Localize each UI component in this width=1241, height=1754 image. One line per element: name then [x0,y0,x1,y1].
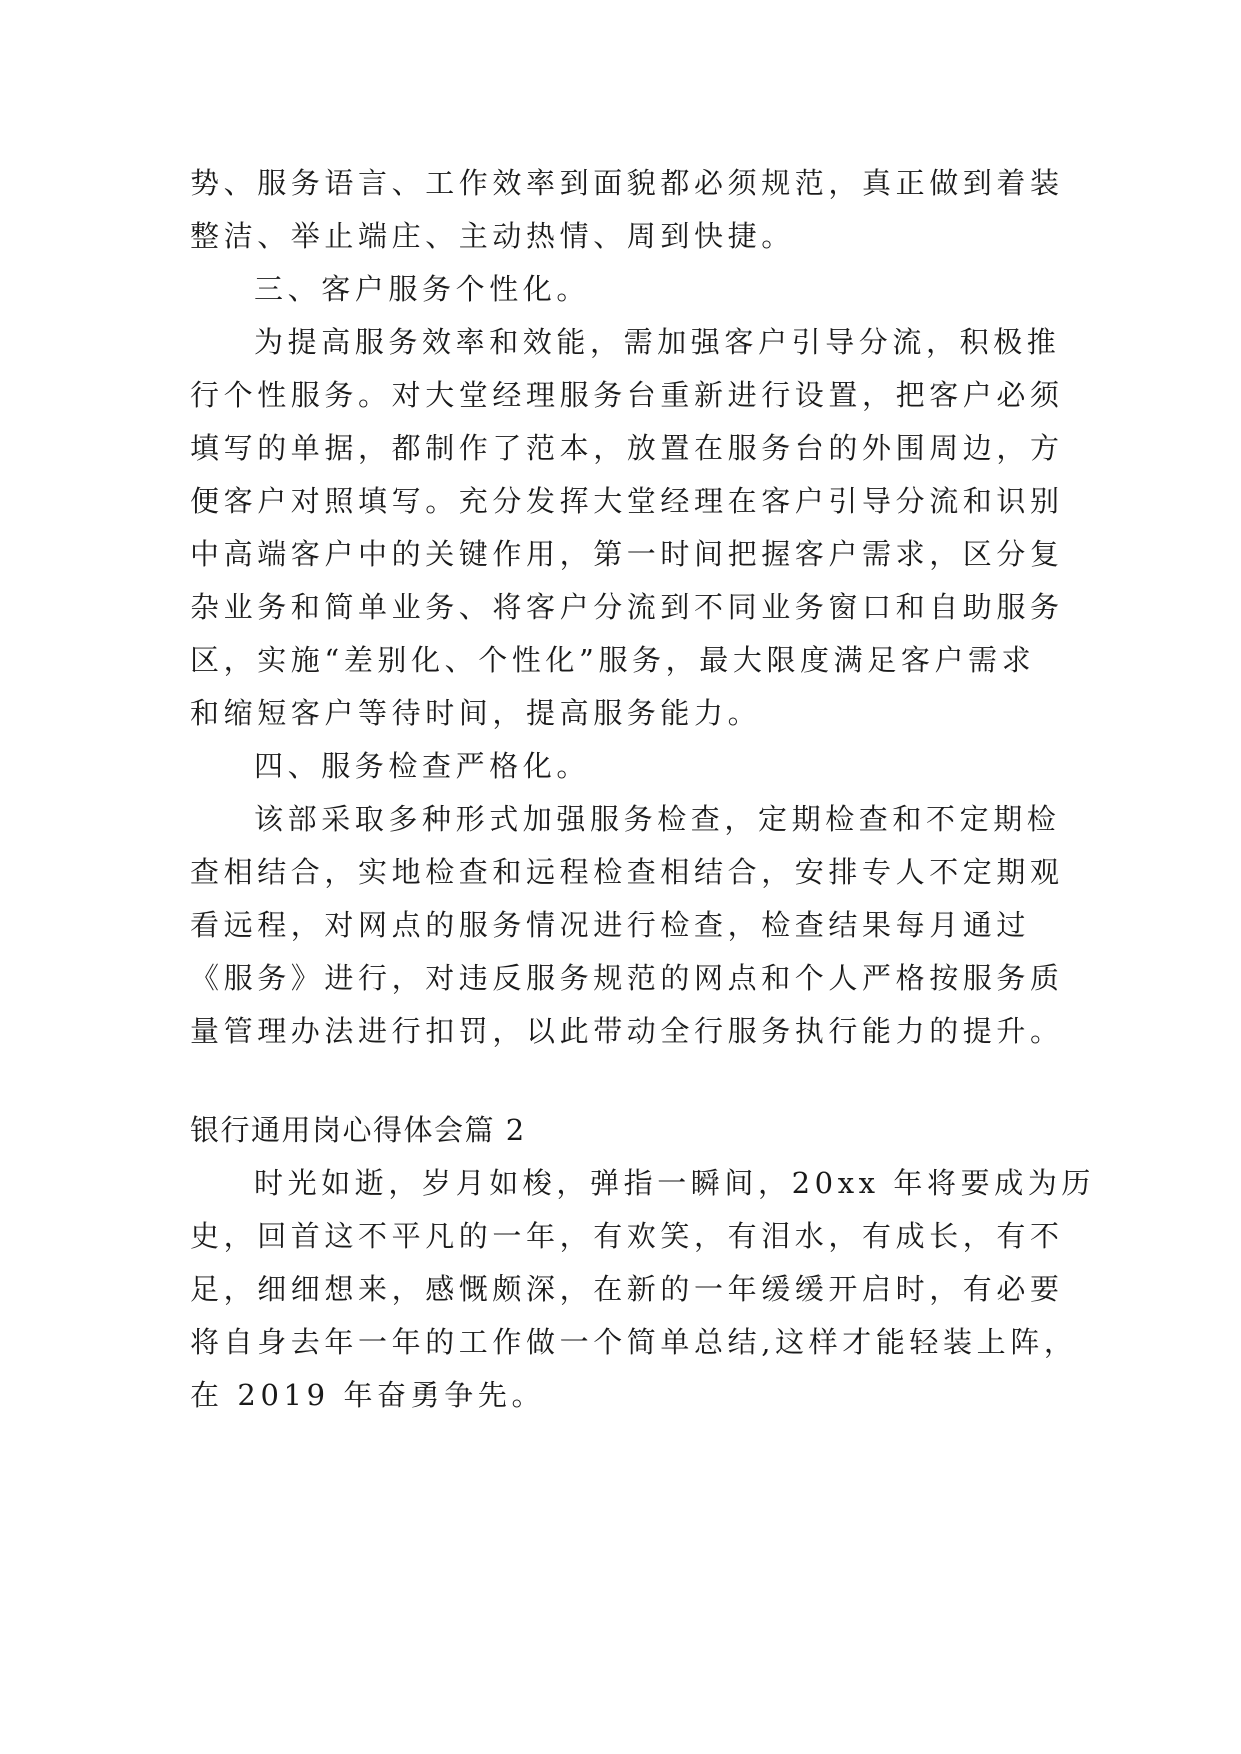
paragraph-line: 史，回首这不平凡的一年，有欢笑，有泪水，有成长，有不 [190,1219,1064,1253]
paragraph-line: 查相结合，实地检查和远程检查相结合，安排专人不定期观 [190,855,1064,889]
paragraph-line: 时光如逝，岁月如梭，弹指一瞬间，20xx 年将要成为历 [254,1166,1096,1200]
paragraph-line: 足，细细想来，感慨颇深，在新的一年缓缓开启时，有必要 [190,1272,1064,1306]
paragraph-line: 量管理办法进行扣罚，以此带动全行服务执行能力的提升。 [190,1014,1064,1048]
paragraph-line: 势、服务语言、工作效率到面貌都必须规范，真正做到着装 [190,166,1064,200]
paragraph-line: 填写的单据，都制作了范本，放置在服务台的外围周边，方 [190,431,1064,465]
article-title: 银行通用岗心得体会篇 2 [190,1113,526,1147]
paragraph-line: 看远程，对网点的服务情况进行检查，检查结果每月通过 [190,908,1031,942]
paragraph-line: 为提高服务效率和效能，需加强客户引导分流，积极推 [254,325,1061,359]
section-heading-four: 四、服务检查严格化。 [254,749,591,783]
paragraph-line: 该部采取多种形式加强服务检查，定期检查和不定期检 [254,802,1061,836]
document-body [190,157,1096,1422]
paragraph-line: 区，实施“差别化、个性化”服务，最大限度满足客户需求 [190,643,1036,677]
paragraph-line: 将自身去年一年的工作做一个简单总结,这样才能轻装上阵， [190,1325,1078,1359]
paragraph-line: 行个性服务。对大堂经理服务台重新进行设置，把客户必须 [190,378,1064,412]
paragraph-line: 杂业务和简单业务、将客户分流到不同业务窗口和自助服务 [190,590,1064,624]
paragraph-line: 整洁、举止端庄、主动热情、周到快捷。 [190,219,795,253]
paragraph-line: 便客户对照填写。充分发挥大堂经理在客户引导分流和识别 [190,484,1064,518]
paragraph-line: 中高端客户中的关键作用，第一时间把握客户需求，区分复 [190,537,1064,571]
section-heading-three: 三、客户服务个性化。 [254,272,591,306]
paragraph-line: 在 2019 年奋勇争先。 [190,1378,546,1412]
paragraph-line: 和缩短客户等待时间，提高服务能力。 [190,696,762,730]
paragraph-line: 《服务》进行，对违反服务规范的网点和个人严格按服务质 [190,961,1064,995]
